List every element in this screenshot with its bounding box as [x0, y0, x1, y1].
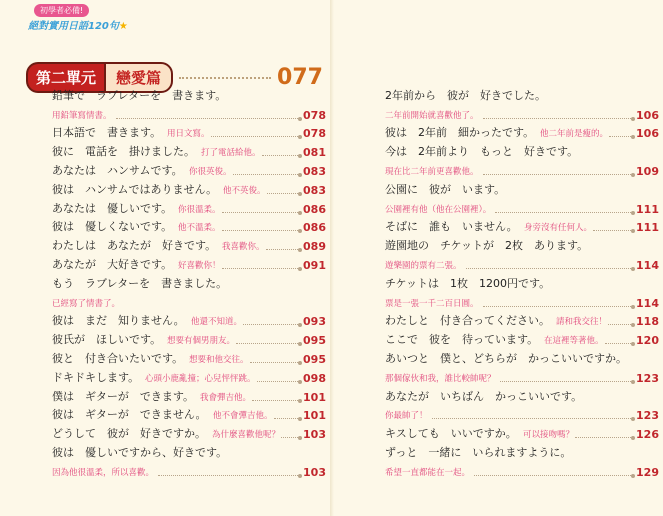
japanese-phrase: 彼は 優しくないです。 [52, 220, 173, 234]
phrase-row [52, 348, 326, 367]
chinese-translation: 他不會彈吉他。 [213, 411, 273, 422]
leader-dots [593, 230, 631, 231]
phrase-row [52, 85, 322, 104]
phrase-row [385, 329, 659, 348]
unit-title: 戀愛篇 [104, 62, 173, 93]
bullet-dot-icon [631, 173, 635, 177]
page-number[interactable]: 118 [636, 315, 659, 329]
leader-dots [222, 212, 298, 213]
page-number[interactable]: 083 [303, 164, 326, 178]
phrase-row [385, 423, 659, 442]
phrase-row [52, 123, 326, 142]
leader-dots [495, 212, 631, 213]
phrase-row [52, 405, 326, 424]
page-number[interactable]: 106 [636, 108, 659, 122]
chinese-translation: 身旁沒有任何人。 [524, 223, 593, 234]
chinese-translation: 好喜歡你！ [178, 260, 221, 271]
star-icon: ★ [118, 21, 128, 32]
phrase-row [52, 235, 326, 254]
chinese-translation: 打了電話給他。 [201, 148, 261, 159]
phrase-row [52, 386, 326, 405]
chinese-translation: 你很英俊。 [189, 166, 232, 177]
phrase-row [385, 254, 659, 273]
chinese-translation: 二年前開始就喜歡他了。 [385, 110, 479, 121]
bullet-dot-icon [631, 267, 635, 271]
japanese-phrase: 鉛筆で ラブレターを 書きます。 [52, 88, 227, 102]
phrase-row [385, 198, 659, 217]
phrase-row [52, 273, 322, 292]
japanese-phrase: 彼は ギターが できません。 [52, 408, 207, 422]
page-number[interactable]: 114 [636, 296, 659, 310]
unit-label: 第二單元 [26, 62, 104, 93]
page-number[interactable]: 093 [303, 315, 326, 329]
phrase-row [52, 461, 326, 480]
leader-dots [500, 381, 631, 382]
page-number[interactable]: 086 [303, 221, 326, 235]
phrase-row [385, 461, 659, 480]
chinese-translation: 可以接吻嗎？ [523, 430, 575, 441]
phrase-row [385, 235, 655, 254]
page-number[interactable]: 106 [636, 127, 659, 141]
japanese-phrase: 彼は ハンサムではありません。 [52, 182, 218, 196]
bullet-dot-icon [631, 380, 635, 384]
bullet-dot-icon [631, 474, 635, 478]
leader-dots [575, 437, 631, 438]
chinese-translation: 他二年前是瘦的。 [540, 129, 609, 140]
chinese-translation: 在這裡等著他。 [544, 336, 604, 347]
page-number[interactable]: 109 [636, 164, 659, 178]
leader-dots [474, 475, 631, 476]
japanese-phrase: 2年前から 彼が 好きでした。 [385, 88, 546, 102]
chinese-translation: 那個傢伙和我，誰比較帥呢？ [385, 373, 496, 384]
phrase-row [52, 141, 326, 160]
page-number[interactable]: 095 [303, 334, 326, 348]
leader-dots [233, 174, 298, 175]
page-number[interactable]: 083 [303, 183, 326, 197]
page-number[interactable]: 095 [303, 352, 326, 366]
page-number[interactable]: 078 [303, 127, 326, 141]
japanese-phrase: 僕は ギターが できます。 [52, 389, 195, 403]
page-number[interactable]: 089 [303, 240, 326, 254]
leader-dots [243, 324, 298, 325]
phrase-row [52, 423, 326, 442]
bullet-dot-icon [298, 248, 302, 252]
leader-dots [609, 136, 631, 137]
chinese-translation: 他還不知道。 [191, 317, 243, 328]
bullet-dot-icon [631, 211, 635, 215]
leader-dots [222, 268, 298, 269]
japanese-phrase: そばに 誰も いません。 [385, 220, 518, 234]
japanese-phrase: もう ラブレターを 書きました。 [52, 276, 228, 290]
header-leader-dots [179, 77, 271, 79]
leader-dots [466, 268, 631, 269]
chinese-translation: 為什麼喜歡他呢？ [212, 430, 281, 441]
page-number[interactable]: 101 [303, 409, 326, 423]
book-series-badge [24, 4, 134, 30]
japanese-phrase: 彼と 付き合いたいです。 [52, 351, 184, 365]
japanese-phrase: 彼は まだ 知りません。 [52, 314, 185, 328]
phrase-row [52, 442, 322, 461]
japanese-phrase: 彼は 2年前 細かったです。 [385, 126, 535, 140]
bullet-dot-icon [298, 135, 302, 139]
phrase-row [385, 217, 659, 236]
leader-dots [605, 343, 631, 344]
leader-dots [281, 437, 298, 438]
japanese-phrase: 日本語で 書きます。 [52, 126, 162, 140]
badge-top-text: 初學者必備! [34, 4, 89, 17]
phrase-row [385, 367, 659, 386]
page-number[interactable]: 111 [636, 202, 659, 216]
badge-bottom-text [28, 17, 128, 32]
bullet-dot-icon [298, 474, 302, 478]
japanese-phrase: あいつと 僕と、どちらが かっこいいですか。 [385, 351, 627, 365]
bullet-dot-icon [298, 436, 302, 440]
page-number[interactable]: 101 [303, 390, 326, 404]
japanese-phrase: 彼に 電話を 掛けました。 [52, 145, 195, 159]
phrase-row [385, 123, 659, 142]
chinese-translation: 你最帥了！ [385, 411, 428, 422]
leader-dots [257, 381, 298, 382]
page-gutter [330, 0, 334, 516]
phrase-row [385, 311, 659, 330]
leader-dots [211, 136, 298, 137]
japanese-phrase: チケットは 1枚 1200円です。 [385, 276, 551, 290]
page-number[interactable]: 103 [303, 428, 326, 442]
bullet-dot-icon [631, 305, 635, 309]
leader-dots [252, 400, 298, 401]
leader-dots [116, 118, 298, 119]
badge-title: 絕對實用日語120句 [28, 21, 119, 32]
chinese-translation: 請和我交往！ [556, 317, 608, 328]
chinese-translation: 我喜歡你。 [222, 242, 265, 253]
phrase-row [52, 292, 322, 311]
bullet-dot-icon [631, 436, 635, 440]
chinese-translation: 已經寫了情書了。 [52, 298, 121, 309]
phrase-row [52, 160, 326, 179]
phrase-row [385, 386, 655, 405]
chinese-translation: 現在比二年前更喜歡他。 [385, 166, 479, 177]
bullet-dot-icon [631, 417, 635, 421]
track-number: 077 [277, 65, 323, 90]
bullet-dot-icon [298, 173, 302, 177]
bullet-dot-icon [631, 135, 635, 139]
japanese-phrase: キスしても いいですか。 [385, 427, 517, 441]
bullet-dot-icon [298, 361, 302, 365]
japanese-phrase: あなたが 大好きです。 [52, 257, 173, 271]
phrase-row [385, 442, 655, 461]
leader-dots [432, 418, 631, 419]
leader-dots [266, 249, 298, 250]
japanese-phrase: ここで 彼を 待っています。 [385, 333, 539, 347]
phrase-row [385, 179, 655, 198]
leader-dots [158, 475, 298, 476]
leader-dots [250, 362, 298, 363]
bullet-dot-icon [298, 399, 302, 403]
leader-dots [262, 155, 298, 156]
phrase-row [385, 85, 655, 104]
bullet-dot-icon [298, 342, 302, 346]
page-number[interactable]: 123 [636, 371, 659, 385]
phrase-row [385, 348, 655, 367]
bullet-dot-icon [298, 267, 302, 271]
chinese-translation: 因為他很溫柔，所以喜歡。 [52, 467, 155, 478]
bullet-dot-icon [298, 192, 302, 196]
chinese-translation: 公園裡有他（他在公園裡）。 [385, 204, 492, 215]
bullet-dot-icon [298, 323, 302, 327]
page-number[interactable]: 086 [303, 202, 326, 216]
page-number[interactable]: 111 [636, 221, 659, 235]
leader-dots [483, 118, 631, 119]
phrase-row [385, 405, 659, 424]
left-column [52, 85, 326, 480]
page-number[interactable]: 103 [303, 465, 326, 479]
page-number[interactable]: 081 [303, 146, 326, 160]
phrase-row [385, 160, 659, 179]
leader-dots [483, 174, 631, 175]
japanese-phrase: あなたは 優しいです。 [52, 201, 173, 215]
right-column [385, 85, 659, 480]
page-number[interactable]: 126 [636, 428, 659, 442]
phrase-row [52, 217, 326, 236]
bullet-dot-icon [631, 229, 635, 233]
leader-dots [222, 230, 298, 231]
japanese-phrase: 彼氏が ほしいです。 [52, 333, 162, 347]
chinese-translation: 遊樂園的票有二張。 [385, 260, 462, 271]
japanese-phrase: 遊園地の チケットが 2枚 あります。 [385, 239, 589, 253]
bullet-dot-icon [298, 417, 302, 421]
japanese-phrase: あなたは ハンサムです。 [52, 163, 183, 177]
bullet-dot-icon [298, 154, 302, 158]
japanese-phrase: あなたが いちばん かっこいいです。 [385, 389, 583, 403]
chinese-translation: 希望一直都能在一起。 [385, 467, 471, 478]
chinese-translation: 你很溫柔。 [178, 204, 221, 215]
japanese-phrase: ドキドキします。 [52, 370, 140, 384]
phrase-row [385, 104, 659, 123]
page-number[interactable]: 123 [636, 409, 659, 423]
leader-dots [483, 306, 631, 307]
bullet-dot-icon [298, 211, 302, 215]
bullet-dot-icon [631, 342, 635, 346]
bullet-dot-icon [298, 380, 302, 384]
page-number[interactable]: 129 [636, 465, 659, 479]
page-number[interactable]: 078 [303, 108, 326, 122]
phrase-row [52, 104, 326, 123]
leader-dots [236, 343, 298, 344]
phrase-row [385, 273, 655, 292]
phrase-row [52, 311, 326, 330]
japanese-phrase: ずっと 一緒に いられますように。 [385, 445, 572, 459]
leader-dots [608, 324, 631, 325]
japanese-phrase: 今は 2年前より もっと 好きです。 [385, 145, 579, 159]
phrase-row [52, 179, 326, 198]
japanese-phrase: わたしは あなたが 好きです。 [52, 239, 217, 253]
phrase-row [52, 254, 326, 273]
japanese-phrase: 彼は 優しいですから、好きです。 [52, 445, 228, 459]
chinese-translation: 他不溫柔。 [178, 223, 221, 234]
phrase-row [385, 141, 655, 160]
leader-dots [267, 193, 298, 194]
phrase-row [52, 198, 326, 217]
japanese-phrase: 公園に 彼が います。 [385, 182, 506, 196]
chinese-translation: 想要和他交往。 [189, 354, 249, 365]
bullet-dot-icon [298, 117, 302, 121]
chinese-translation: 用鉛筆寫情書。 [52, 110, 112, 121]
page-number[interactable]: 120 [636, 334, 659, 348]
bullet-dot-icon [298, 229, 302, 233]
page-number[interactable]: 091 [303, 258, 326, 272]
japanese-phrase: わたしと 付き合ってください。 [385, 314, 550, 328]
bullet-dot-icon [631, 323, 635, 327]
japanese-phrase: どうして 彼が 好きですか。 [52, 427, 206, 441]
chinese-translation: 票是一張一千二百日圓。 [385, 298, 479, 309]
chinese-translation: 用日文寫。 [167, 129, 210, 140]
phrase-row [52, 329, 326, 348]
chinese-translation: 想要有個男朋友。 [167, 336, 236, 347]
phrase-row [385, 292, 659, 311]
chinese-translation: 他不英俊。 [223, 185, 266, 196]
chinese-translation: 心頭小鹿亂撞；心兒怦怦跳。 [145, 373, 256, 384]
leader-dots [274, 418, 298, 419]
page-number[interactable]: 098 [303, 371, 326, 385]
phrase-row [52, 367, 326, 386]
chinese-translation: 我會彈吉他。 [200, 392, 252, 403]
page-number[interactable]: 114 [636, 258, 659, 272]
bullet-dot-icon [631, 117, 635, 121]
